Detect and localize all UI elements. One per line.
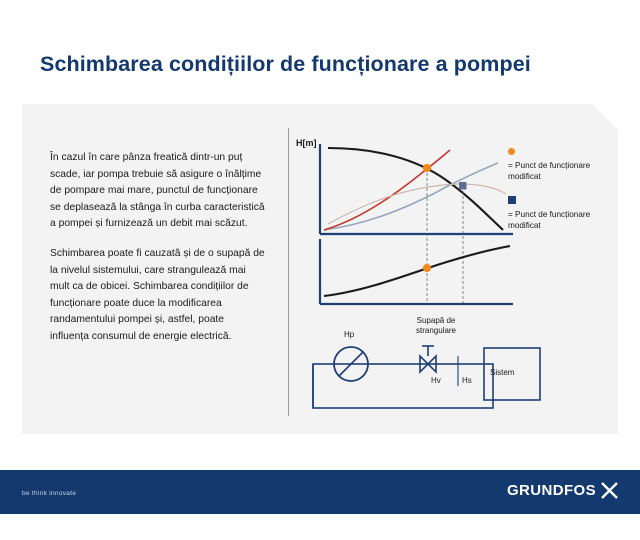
system-label: Sistem [490, 368, 515, 377]
legend-square-label: = Punct de funcționare modificat [508, 210, 591, 230]
body-text [50, 150, 265, 359]
top-margin [0, 0, 640, 22]
legend-square-swatch [508, 196, 516, 204]
operating-point-modified [423, 164, 431, 172]
pump-label: Hp [344, 330, 355, 339]
brand-logo [507, 482, 618, 499]
efficiency-lower-curve [324, 246, 510, 296]
vertical-divider [288, 128, 289, 416]
legend-dot-label: = Punct de funcționare modificat [508, 161, 591, 181]
page-title: Schimbarea condițiilor de funcționare a pompei [40, 52, 531, 76]
efficiency-point-modified [423, 264, 431, 272]
system-schematic [313, 346, 540, 408]
bottom-margin [0, 514, 640, 540]
legend [508, 148, 616, 231]
body-paragraph-2: Schimbarea poate fi cauzată și de o supapă de la nivelul sistemului, care strangulează mai mult ca de obicei. Schimbarea condițiilor de funcționare poate duce la modificarea randamentului pompei și, astfel, poate influența consumul de energie electrică. [50, 247, 265, 342]
brand-wordmark: GRUNDFOS [506, 482, 596, 499]
footer-tagline: be think innovate [22, 490, 77, 497]
axis-label-head: H[m] [296, 138, 317, 148]
operating-point-original [459, 182, 467, 190]
legend-dot-swatch [508, 148, 515, 155]
grundfos-mark-icon [601, 482, 618, 499]
head-label: Hs [462, 376, 472, 385]
valve-label: Hv [431, 376, 441, 385]
valve-title: Supapă de strangulare [415, 316, 457, 335]
body-paragraph-1: În cazul în care pânza freatică dintr-un puț scade, iar pompa trebuie să asigure o înălțime de pompare mai mare, punctul de funcționare se deplasează la stânga în curba caracteristică a pompei și furnizează un debit mai scăzut. [50, 152, 265, 230]
system-curve-modified [324, 150, 450, 230]
